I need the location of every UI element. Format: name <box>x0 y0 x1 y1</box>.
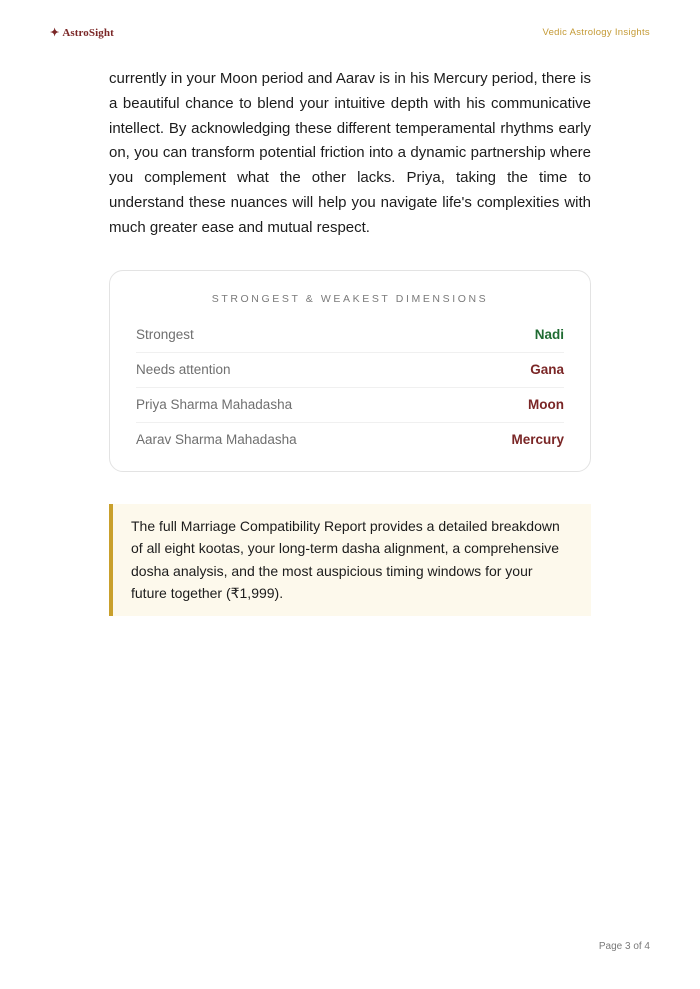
row-value: Nadi <box>534 327 564 342</box>
brand-name: AstroSight <box>62 27 114 39</box>
page-number: Page 3 of 4 <box>598 941 650 952</box>
callout-text: The full Marriage Compatibility Report provides a detailed breakdown of all eight kootas, your long-term dasha alignment, a comprehensive dosha analysis, and the most auspicious timing windows for your future together (₹1,999). <box>131 518 560 601</box>
row-label: Strongest <box>136 327 194 342</box>
row-value: Gana <box>530 362 564 377</box>
card-title: STRONGEST & WEAKEST DIMENSIONS <box>211 293 489 305</box>
dimensions-card <box>109 270 591 472</box>
dimension-row-aarav-mahadasha <box>136 423 564 457</box>
row-value: Mercury <box>511 432 564 447</box>
row-label: Needs attention <box>136 362 231 377</box>
dimensions-list <box>136 318 564 457</box>
header-tagline: Vedic Astrology Insights <box>542 27 650 38</box>
page-header <box>50 26 650 42</box>
row-label: Aarav Sharma Mahadasha <box>136 432 297 447</box>
dimension-row-strongest <box>136 318 564 353</box>
star-icon: ✦ <box>50 27 60 39</box>
row-label: Priya Sharma Mahadasha <box>136 397 293 412</box>
brand-logo <box>50 26 114 39</box>
report-callout <box>109 504 591 616</box>
dimension-row-priya-mahadasha <box>136 388 564 423</box>
row-value: Moon <box>528 397 564 412</box>
body-paragraph: currently in your Moon period and Aarav is in his Mercury period, there is a beautiful chance to blend your intuitive depth with his communicative intellect. By acknowledging these different temperamental rhythms early on, you can transform potential friction into a dynamic partnership where you complement what the other lacks. Priya, taking the time to understand these nuances will help you navigate life's complexities with much greater ease and mutual respect. <box>109 70 591 236</box>
dimension-row-needs-attention <box>136 353 564 388</box>
